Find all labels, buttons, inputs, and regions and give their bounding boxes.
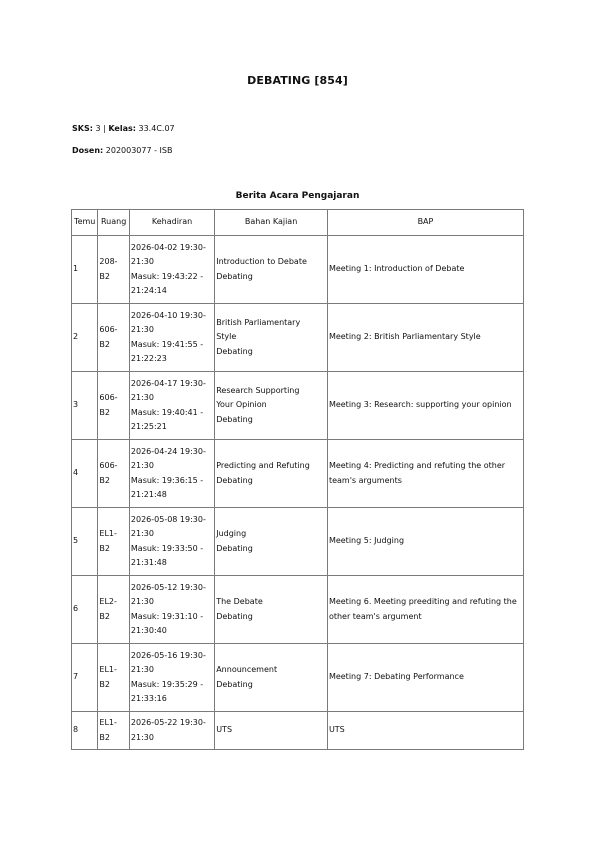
cell-bahan-kajian <box>215 508 328 576</box>
kehadiran-line: 2026-05-16 19:30- <box>130 650 206 660</box>
cell-ruang <box>98 372 129 440</box>
bahan-line: Research Supporting <box>216 385 300 395</box>
kehadiran-line: 2026-04-24 19:30- <box>130 446 206 456</box>
sks-value: 3 <box>95 124 101 133</box>
kehadiran-line: 2026-04-10 19:30- <box>130 310 206 320</box>
separator: | <box>103 124 106 133</box>
kehadiran-line: 21:30 <box>130 732 154 742</box>
cell-bap: Meeting 1: Introduction of Debate <box>327 236 523 304</box>
kelas-label: Kelas: <box>108 124 136 133</box>
cell-kehadiran <box>129 372 214 440</box>
bahan-line: British Parliamentary <box>216 317 301 327</box>
bahan-line: Introduction to Debate <box>216 257 307 266</box>
table-row <box>72 712 524 750</box>
ruang-line: B2 <box>99 271 110 281</box>
ruang-line: EL2- <box>99 597 117 606</box>
bahan-line: Predicting and Refuting <box>216 461 310 470</box>
cell-bap: Meeting 2: British Parliamentary Style <box>327 304 523 372</box>
ruang-line: EL1- <box>99 665 117 674</box>
kehadiran-line: 21:33:16 <box>130 694 167 703</box>
kehadiran-line: 21:30 <box>130 597 154 606</box>
kehadiran-line: 2026-05-22 19:30- <box>130 718 206 727</box>
ruang-line: B2 <box>99 543 110 553</box>
cell-bahan-kajian <box>215 304 328 372</box>
kehadiran-line: Masuk: 19:31:10 - <box>130 611 204 621</box>
cell-temu: 5 <box>72 508 98 576</box>
document-title: DEBATING [854] <box>247 74 348 87</box>
kehadiran-line: 2026-05-12 19:30- <box>130 582 206 592</box>
cell-kehadiran <box>129 236 214 304</box>
header-bahan-kajian: Bahan Kajian <box>215 210 328 236</box>
cell-bahan-kajian <box>215 576 328 644</box>
dosen-value: 202003077 - ISB <box>105 146 173 155</box>
bahan-line: Debating <box>216 271 253 281</box>
bahan-line: The Debate <box>216 597 263 606</box>
ruang-line: EL1- <box>99 529 117 538</box>
ruang-line: 606- <box>99 325 118 334</box>
table-row <box>72 576 524 644</box>
kehadiran-line: 21:24:14 <box>130 286 167 295</box>
kehadiran-line: Masuk: 19:35:29 - <box>130 679 204 689</box>
kehadiran-line: 2026-04-17 19:30- <box>130 378 206 388</box>
ruang-line: B2 <box>99 732 110 742</box>
cell-bap: UTS <box>327 712 523 750</box>
dosen-label: Dosen: <box>72 146 104 155</box>
cell-temu: 2 <box>72 304 98 372</box>
cell-temu: 6 <box>72 576 98 644</box>
kehadiran-line: Masuk: 19:33:50 - <box>130 543 204 553</box>
kehadiran-line: 21:30 <box>130 393 154 402</box>
kehadiran-line: Masuk: 19:43:22 - <box>130 271 204 281</box>
dosen-line <box>72 146 172 155</box>
kehadiran-line: Masuk: 19:41:55 - <box>130 339 204 349</box>
table-row <box>72 372 524 440</box>
kehadiran-line: 21:30 <box>130 257 154 266</box>
cell-ruang <box>98 712 129 750</box>
cell-ruang <box>98 576 129 644</box>
cell-temu: 4 <box>72 440 98 508</box>
cell-bahan-kajian <box>215 440 328 508</box>
header-temu: Temu <box>72 210 98 236</box>
ruang-line: B2 <box>99 611 110 621</box>
kehadiran-line: 21:31:48 <box>130 558 167 567</box>
table-row <box>72 440 524 508</box>
ruang-line: B2 <box>99 407 110 417</box>
cell-ruang <box>98 236 129 304</box>
ruang-line: 208- <box>99 257 118 266</box>
bahan-line: Debating <box>216 475 253 485</box>
ruang-line: 606- <box>99 393 118 402</box>
table-row <box>72 644 524 712</box>
berita-acara-table <box>71 209 524 750</box>
ruang-line: B2 <box>99 679 110 689</box>
kehadiran-line: 21:21:48 <box>130 490 167 499</box>
cell-ruang <box>98 644 129 712</box>
cell-kehadiran <box>129 712 214 750</box>
header-ruang: Ruang <box>98 210 129 236</box>
table-row <box>72 304 524 372</box>
kehadiran-line: Masuk: 19:40:41 - <box>130 407 204 417</box>
cell-ruang <box>98 508 129 576</box>
cell-bahan-kajian <box>215 712 328 750</box>
ruang-line: B2 <box>99 475 110 485</box>
table-row <box>72 236 524 304</box>
kehadiran-line: 21:30 <box>130 325 154 334</box>
kehadiran-line: Masuk: 19:36:15 - <box>130 475 204 485</box>
ruang-line: B2 <box>99 339 110 349</box>
kehadiran-line: 2026-04-02 19:30- <box>130 242 206 252</box>
sks-label: SKS: <box>72 124 93 133</box>
bahan-line: Judging <box>216 529 247 538</box>
cell-bap: Meeting 7: Debating Performance <box>327 644 523 712</box>
cell-temu: 1 <box>72 236 98 304</box>
bahan-line: Style <box>216 332 237 342</box>
kehadiran-line: 21:25:21 <box>130 422 167 431</box>
cell-kehadiran <box>129 644 214 712</box>
cell-temu: 3 <box>72 372 98 440</box>
kehadiran-line: 21:22:23 <box>130 354 167 363</box>
cell-kehadiran <box>129 576 214 644</box>
cell-temu: 8 <box>72 712 98 750</box>
cell-bap: Meeting 3: Research: supporting your opinion <box>327 372 523 440</box>
header-kehadiran: Kehadiran <box>129 210 214 236</box>
header-bap: BAP <box>327 210 523 236</box>
bahan-line: Debating <box>216 346 253 356</box>
bahan-line: Your Opinion <box>216 400 267 410</box>
cell-bap: Meeting 5: Judging <box>327 508 523 576</box>
cell-kehadiran <box>129 304 214 372</box>
table-header-row <box>72 210 524 236</box>
bahan-line: Debating <box>216 543 253 553</box>
cell-bahan-kajian <box>215 644 328 712</box>
bahan-line: Announcement <box>216 665 278 674</box>
cell-temu: 7 <box>72 644 98 712</box>
bahan-line: Debating <box>216 679 253 689</box>
kelas-value: 33.4C.07 <box>138 124 175 133</box>
cell-kehadiran <box>129 440 214 508</box>
ruang-line: EL1- <box>99 718 117 727</box>
bahan-line: UTS <box>216 725 233 735</box>
ruang-line: 606- <box>99 461 118 470</box>
bahan-line: Debating <box>216 414 253 424</box>
cell-kehadiran <box>129 508 214 576</box>
cell-ruang <box>98 304 129 372</box>
kehadiran-line: 21:30 <box>130 529 154 538</box>
kehadiran-line: 21:30:40 <box>130 626 167 635</box>
kehadiran-line: 21:30 <box>130 461 154 470</box>
bahan-line: Debating <box>216 611 253 621</box>
cell-bap: Meeting 6. Meeting preediting and refuting the other team's argument <box>327 576 523 644</box>
cell-ruang <box>98 440 129 508</box>
cell-bahan-kajian <box>215 372 328 440</box>
cell-bahan-kajian <box>215 236 328 304</box>
sks-kelas-line <box>72 124 175 133</box>
kehadiran-line: 21:30 <box>130 665 154 674</box>
table-row <box>72 508 524 576</box>
cell-bap: Meeting 4: Predicting and refuting the other team's arguments <box>327 440 523 508</box>
section-caption: Berita Acara Pengajaran <box>235 191 360 201</box>
kehadiran-line: 2026-05-08 19:30- <box>130 514 206 524</box>
